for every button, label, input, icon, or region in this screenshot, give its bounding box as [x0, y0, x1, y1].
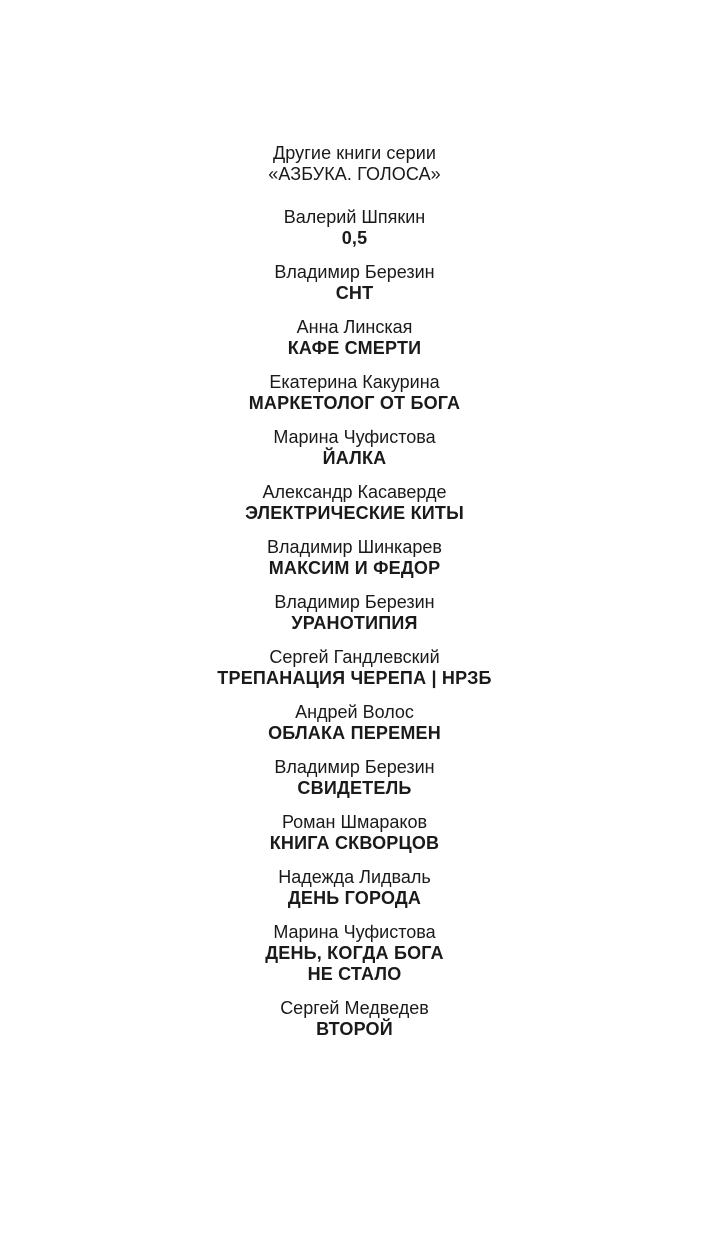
- book-entry: [0, 482, 709, 524]
- book-title-line: МАРКЕТОЛОГ ОТ БОГА: [248, 393, 461, 413]
- book-entry: [0, 757, 709, 799]
- book-title-line: СНТ: [335, 283, 374, 303]
- book-title-line: УРАНОТИПИЯ: [291, 613, 418, 633]
- book-author: Владимир Березин: [274, 262, 435, 282]
- book-author: Владимир Березин: [274, 757, 435, 777]
- book-title: [0, 1019, 709, 1040]
- book-title-line: ЭЛЕКТРИЧЕСКИЕ КИТЫ: [245, 503, 464, 523]
- book-title-line: КАФЕ СМЕРТИ: [287, 338, 422, 358]
- book-entry: [0, 592, 709, 634]
- book-author: Андрей Волос: [295, 702, 414, 722]
- book-title: [0, 558, 709, 579]
- book-entry: [0, 317, 709, 359]
- book-entry: [0, 647, 709, 689]
- book-title-line: ДЕНЬ ГОРОДА: [287, 888, 422, 908]
- book-entry: [0, 702, 709, 744]
- book-title: [0, 338, 709, 359]
- book-title-line: ТРЕПАНАЦИЯ ЧЕРЕПА | НРЗБ: [217, 668, 492, 688]
- book-entry: [0, 998, 709, 1040]
- book-title: [0, 943, 709, 985]
- book-title: [0, 833, 709, 854]
- book-author: Валерий Шпякин: [283, 207, 426, 227]
- book-entry: [0, 207, 709, 249]
- book-title: [0, 778, 709, 799]
- book-title: [0, 723, 709, 744]
- book-author: Екатерина Какурина: [269, 372, 440, 392]
- book-author: Сергей Гандлевский: [269, 647, 440, 667]
- book-entry: [0, 537, 709, 579]
- book-title-line: 0,5: [341, 228, 368, 248]
- book-entry: [0, 372, 709, 414]
- book-entry: [0, 427, 709, 469]
- book-author: Владимир Шинкарев: [267, 537, 442, 557]
- book-title-line: СВИДЕТЕЛЬ: [297, 778, 412, 798]
- book-title: [0, 503, 709, 524]
- book-list: [0, 207, 709, 1040]
- series-header: [0, 143, 709, 185]
- book-title: [0, 668, 709, 689]
- series-name: «АЗБУКА. ГОЛОСА»: [268, 164, 441, 184]
- series-intro: Другие книги серии: [272, 143, 437, 163]
- book-title-line: МАКСИМ И ФЕДОР: [268, 558, 441, 578]
- book-entry: [0, 262, 709, 304]
- book-entry: [0, 922, 709, 985]
- book-author: Марина Чуфистова: [273, 922, 436, 942]
- book-title: [0, 613, 709, 634]
- book-title: [0, 393, 709, 414]
- book-title: [0, 888, 709, 909]
- book-title-line: НЕ СТАЛО: [307, 964, 402, 984]
- book-title: [0, 448, 709, 469]
- book-title-line: ДЕНЬ, КОГДА БОГА: [265, 943, 444, 963]
- book-title-line: ЙАЛКА: [322, 448, 387, 468]
- book-title-line: ОБЛАКА ПЕРЕМЕН: [268, 723, 441, 743]
- book-title-line: КНИГА СКВОРЦОВ: [269, 833, 440, 853]
- book-author: Анна Линская: [296, 317, 413, 337]
- book-title-line: ВТОРОЙ: [316, 1019, 393, 1039]
- book-author: Надежда Лидваль: [278, 867, 431, 887]
- book-author: Роман Шмараков: [281, 812, 428, 832]
- book-entry: [0, 812, 709, 854]
- book-author: Владимир Березин: [274, 592, 435, 612]
- book-author: Александр Касаверде: [262, 482, 447, 502]
- book-author: Сергей Медведев: [280, 998, 429, 1018]
- book-list-page: [0, 143, 709, 1053]
- book-entry: [0, 867, 709, 909]
- book-title: [0, 228, 709, 249]
- book-title: [0, 283, 709, 304]
- book-author: Марина Чуфистова: [273, 427, 436, 447]
